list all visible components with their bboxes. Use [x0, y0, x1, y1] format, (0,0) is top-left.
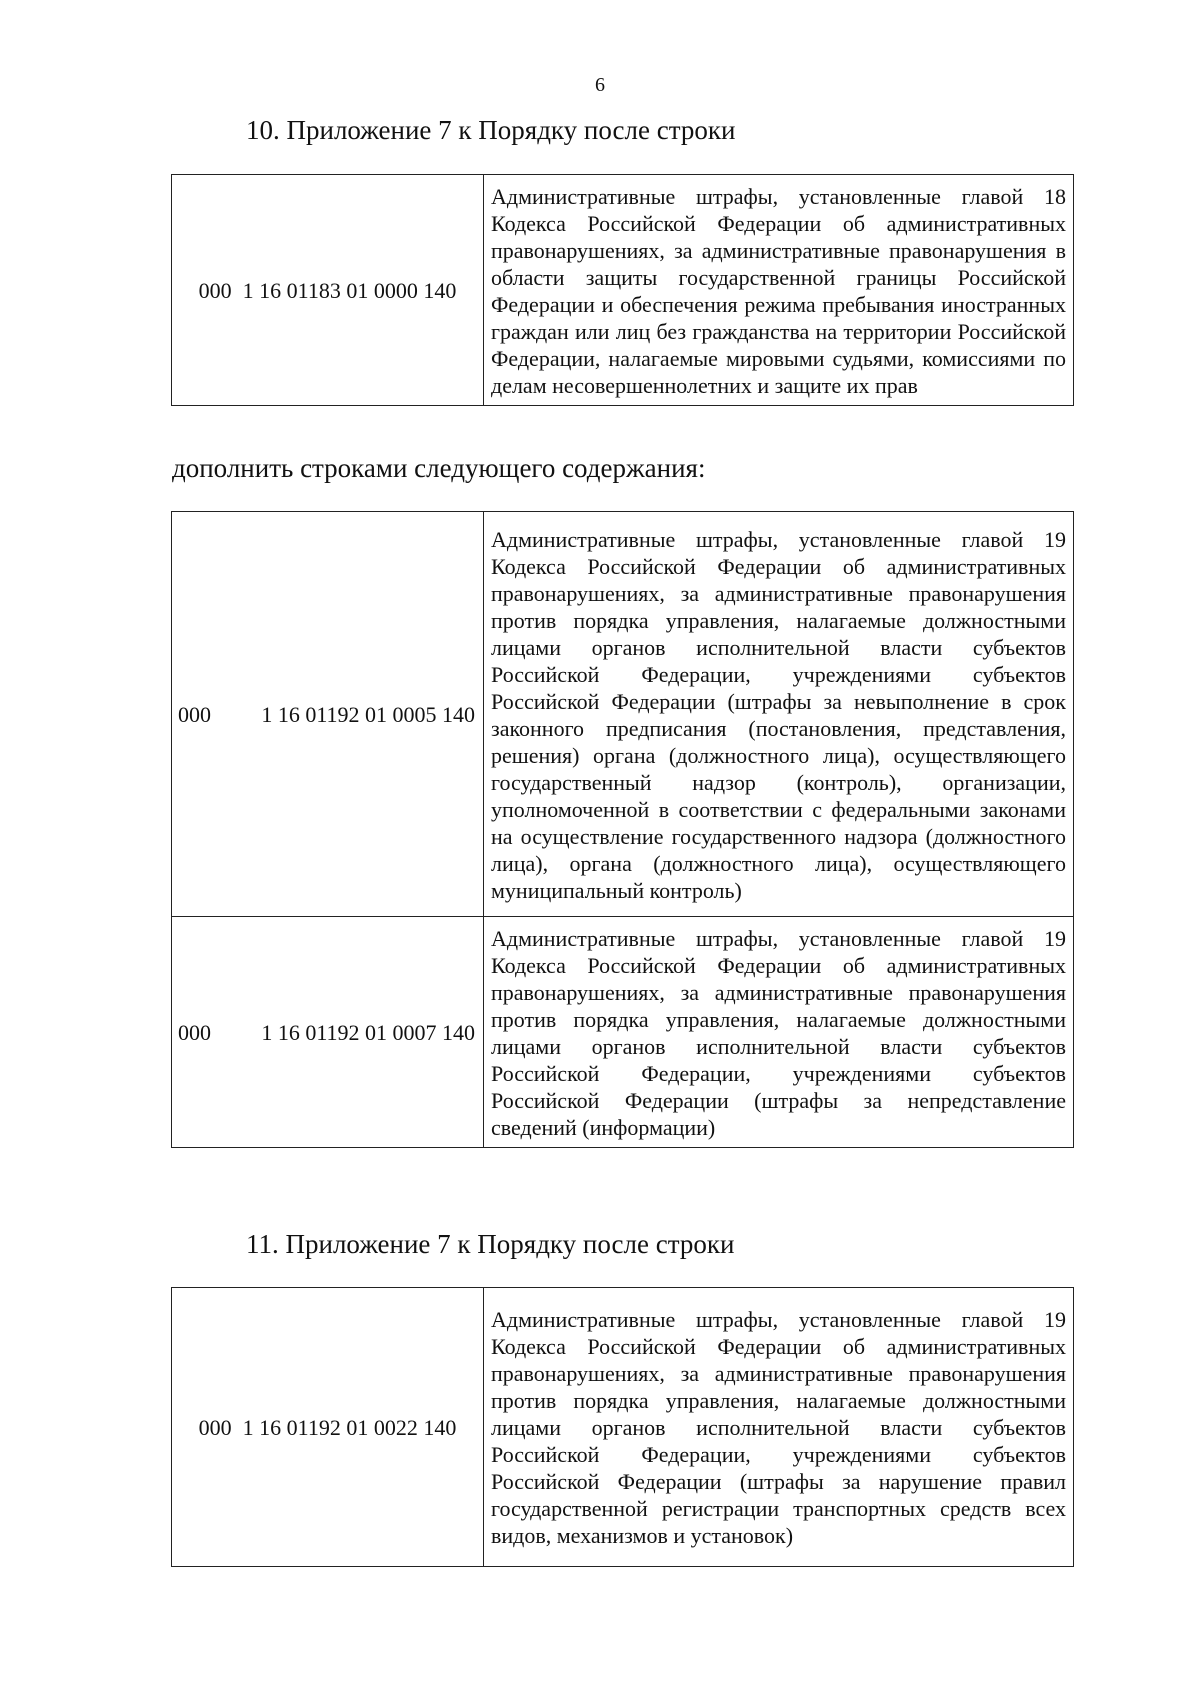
table-row: [172, 1288, 1074, 1567]
fine-description: Административные штрафы, установленные главой 18 Кодекса Российской Федерации об административных правонарушениях, за административные правонарушения в области защиты государственной границы Российской Федерации и обеспечения режима пребывания иностранных граждан или лиц без гражданства на территории Российской Федерации, налагаемые мировыми судьями, комиссиями по делам несовершеннолетних и защите их прав: [484, 175, 1074, 406]
fine-description: Административные штрафы, установленные главой 19 Кодекса Российской Федерации об административных правонарушениях, за административные правонарушения против порядка управления, налагаемые должностными лицами органов исполнительной власти субъектов Российской Федерации, учреждениями субъектов Российской Федерации (штрафы за нарушение правил государственной регистрации транспортных средств всех видов, механизмов и установок): [484, 1288, 1074, 1567]
fine-description: Административные штрафы, установленные главой 19 Кодекса Российской Федерации об административных правонарушениях, за административные правонарушения против порядка управления, налагаемые должностными лицами органов исполнительной власти субъектов Российской Федерации, учреждениями субъектов Российской Федерации (штрафы за непредставление сведений (информации): [484, 917, 1074, 1148]
budget-code-prefix: 000: [178, 1019, 211, 1045]
budget-code: [172, 917, 484, 1148]
section-10-heading: 10. Приложение 7 к Порядку после строки: [246, 115, 736, 145]
fine-description: Административные штрафы, установленные главой 19 Кодекса Российской Федерации об административных правонарушениях, за административные правонарушения против порядка управления, налагаемые должностными лицами органов исполнительной власти субъектов Российской Федерации, учреждениями субъектов Российской Федерации (штрафы за невыполнение в срок законного предписания (постановления, представления, решения) органа (должностного лица), осуществляющего государственный надзор (контроль), организации, уполномоченной в соответствии с федеральными законами на осуществление государственного надзора (должностного лица), органа (должностного лица), осуществляющего муниципальный контроль): [484, 512, 1074, 917]
budget-code-number: 1 16 01192 01 0007 140: [261, 1019, 475, 1045]
budget-code: [172, 512, 484, 917]
budget-code: [172, 175, 484, 406]
table-row: [172, 512, 1074, 917]
continuation-heading: дополнить строками следующего содержания:: [172, 453, 706, 483]
budget-code-number: 1 16 01192 01 0005 140: [261, 701, 475, 727]
table-row: [172, 917, 1074, 1148]
section-11-heading: 11. Приложение 7 к Порядку после строки: [246, 1229, 735, 1259]
table-row: [172, 175, 1074, 406]
budget-code: [172, 1288, 484, 1567]
additions-table: [171, 511, 1074, 1148]
page-number: 6: [595, 74, 605, 96]
section-10-table: [171, 174, 1074, 406]
budget-code-prefix: 000: [178, 701, 211, 727]
section-11-table: [171, 1287, 1074, 1567]
budget-code-text: 000 1 16 01183 01 0000 140: [198, 277, 457, 303]
budget-code-text: 000 1 16 01192 01 0022 140: [198, 1414, 457, 1440]
